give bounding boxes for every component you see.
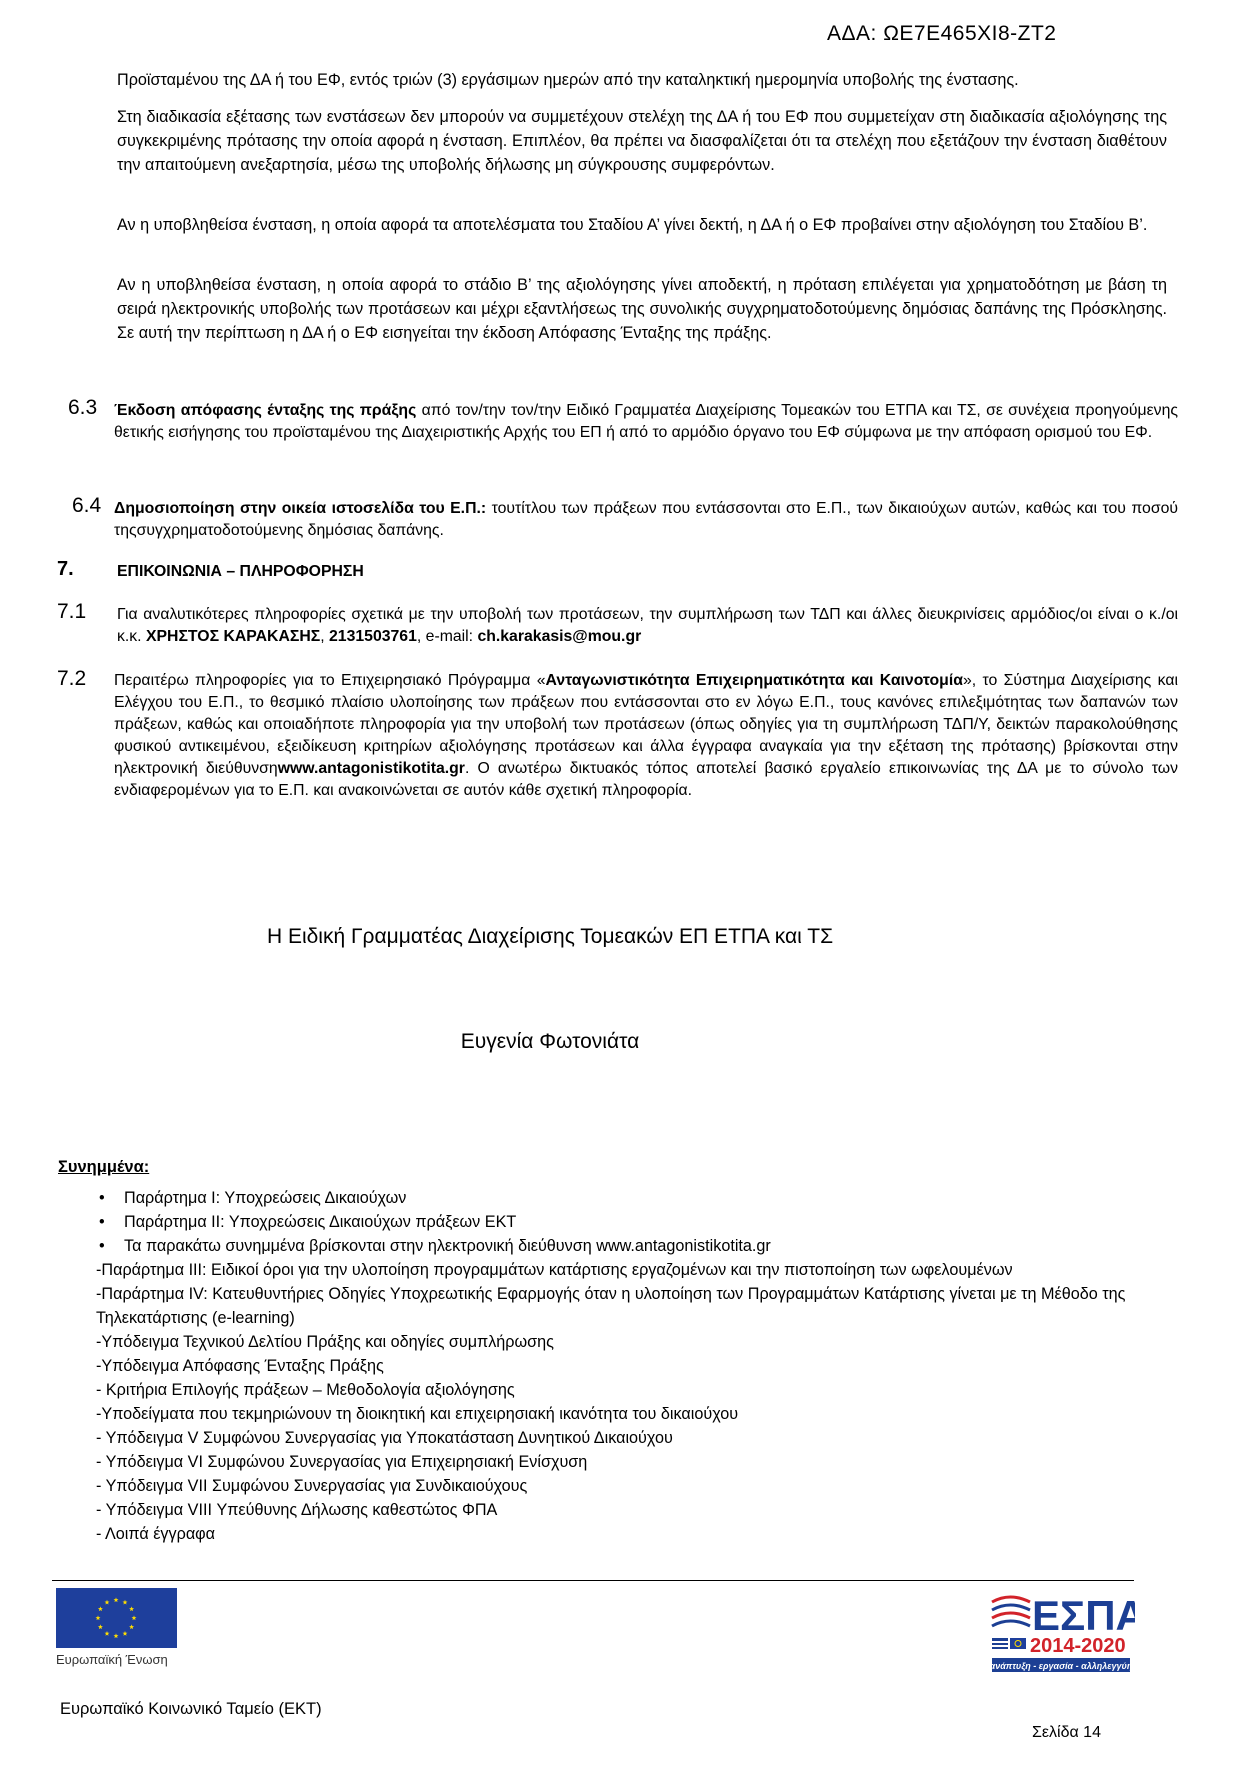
- list-item: - Υπόδειγμα VI Συμφώνου Συνεργασίας για Επιχειρησιακή Ενίσχυση: [96, 1453, 588, 1471]
- list-item: - Λοιπά έγγραφα: [96, 1525, 216, 1543]
- espa-title: ΕΣΠΑ: [1032, 1592, 1135, 1639]
- contact-phone: 2131503761: [329, 628, 417, 645]
- star-icon: [114, 1633, 119, 1638]
- eu-caption: Ευρωπαϊκή Ένωση: [56, 1652, 168, 1667]
- star-icon: [96, 1615, 101, 1620]
- ada-code: ΑΔΑ: ΩΕ7Ε465ΧΙ8-ΖΤ2: [827, 22, 1057, 45]
- paragraph: Στη διαδικασία εξέτασης των ενστάσεων δεν μπορούν να συμμετέχουν στελέχη της ΔΑ ή του ΕΦ που συμμετείχαν στη διαδικασία αξιολόγησης της συγκεκριμένης πρότασης την οποία αφορά η ένσταση. Επιπλέον, θα πρέπει να διασφαλίζεται ότι τα στελέχη που εξετάζουν την ένσταση διαθέτουν την απαιτούμενη ανεξαρτησία, μέσω της υποβολής δήλωσης μη σύγκρουσης συμφερόντων.: [117, 108, 1167, 174]
- star-icon: [98, 1606, 103, 1611]
- attachments-list: [96, 1186, 1196, 1546]
- list-item: -Υποδείγματα που τεκμηριώνουν τη διοικητική και επιχειρησιακή ικανότητα του δικαιούχου: [96, 1405, 739, 1423]
- star-icon: [105, 1600, 110, 1605]
- star-icon: [114, 1597, 119, 1602]
- section-number: 7.: [57, 558, 74, 580]
- contact-name: ΧΡΗΣΤΟΣ ΚΑΡΑΚΑΣΗΣ: [145, 628, 321, 645]
- list-item: • Τα παρακάτω συνημμένα βρίσκονται στην ηλεκτρονική διεύθυνση www.antagonistikotita.gr: [96, 1234, 1196, 1258]
- section-7-2-text: Περαιτέρω πληροφορίες για το Επιχειρησιακό Πρόγραμμα «Ανταγωνιστικότητα Επιχειρηματικότητα και Καινοτομία», το Σύστημα Διαχείρισης και Ελέγχου του Ε.Π., το θεσμικό πλαίσιο υλοποίησης των πράξεων που εντάσσονται στο εν λόγω Ε.Π., τους κανόνες επιλεξιμότητας των δαπανών των πράξεων, καθώς και οποιαδήποτε πληροφορία για την υποβολή των προτάσεων (όπως οδηγίες για τη συμπλήρωση ΤΔΠ/Υ, δεικτών παρακολούθησης φυσικού αντικειμένου, εξειδίκευση κριτηρίων αξιολόγησης προτάσεων και άλλα έγγραφα αναγκαία για την εξέταση της πρότασης) βρίσκονται στην ηλεκτρονική διεύθυνσηwww.antagonistikotita.gr. Ο ανωτέρω δικτυακός τόπος αποτελεί βασικό εργαλείο επικοινωνίας της ΔΑ με το σύνολο των ενδιαφερομένων για το Ε.Π. και ανακοινώνεται σε αυτόν κάθε σχετική πληροφορία.: [114, 672, 1178, 799]
- espa-logo: [990, 1580, 1135, 1676]
- signature-role: Η Ειδική Γραμματέας Διαχείρισης Τομεακών ΕΠ ΕΤΠΑ και ΤΣ: [266, 925, 834, 948]
- website-link[interactable]: www.antagonistikotita.gr: [277, 760, 465, 777]
- star-icon: [132, 1615, 137, 1620]
- greek-flag-icon: [992, 1638, 1008, 1649]
- eu-flag-logo: [56, 1588, 177, 1648]
- section-6-4-text: [114, 498, 1178, 542]
- espa-years: 2014-2020: [1030, 1635, 1126, 1657]
- paragraph: Αν η υποβληθείσα ένσταση, η οποία αφορά τα αποτελέσματα του Σταδίου Α’ γίνει δεκτή, η ΔΑ ή ο ΕΦ προβαίνει στην αξιολόγηση του Σταδίου Β’.: [117, 216, 1148, 234]
- star-icon: [123, 1631, 128, 1636]
- fund-name: Ευρωπαϊκό Κοινωνικό Ταμείο (ΕΚΤ): [60, 1700, 322, 1718]
- star-icon: [129, 1606, 134, 1611]
- section-heading: Δημοσιοποίηση στην οικεία ιστοσελίδα του Ε.Π.:: [114, 500, 487, 517]
- attachments-title: Συνημμένα:: [58, 1158, 150, 1176]
- section-body: τουτίτλου των πράξεων που εντάσσονται στο Ε.Π., των δικαιούχων αυτών, καθώς και του ποσού τηςσυγχρηματοδοτούμενης δημόσιας δαπάνης.: [114, 500, 1178, 539]
- star-icon: [105, 1631, 110, 1636]
- section-number: 7.2: [57, 667, 87, 690]
- paragraph: Αν η υποβληθείσα ένσταση, η οποία αφορά το στάδιο Β’ της αξιολόγησης γίνει αποδεκτή, η πρόταση επιλέγεται για χρηματοδότηση με βάση τη σειρά ηλεκτρονικής υποβολής των προτάσεων και μέχρι εξαντλήσεως της συνολικής συγχρηματοδοτούμενης δημόσιας δαπάνης της Πρόσκλησης. Σε αυτή την περίπτωση η ΔΑ ή ο ΕΦ εισηγείται την έκδοση Απόφασης Ένταξης της πράξης.: [117, 276, 1167, 342]
- section-number: 6.4: [72, 494, 102, 517]
- list-item: • Παράρτημα ΙΙ: Υποχρεώσεις Δικαιούχων πράξεων ΕΚΤ: [96, 1210, 1196, 1234]
- list-item: -Υπόδειγμα Τεχνικού Δελτίου Πράξης και οδηγίες συμπλήρωσης: [96, 1333, 554, 1351]
- list-item: • Παράρτημα Ι: Υποχρεώσεις Δικαιούχων: [96, 1186, 1196, 1210]
- list-item: -Παράρτημα ΙΙΙ: Ειδικοί όροι για την υλοποίηση προγραμμάτων κατάρτισης εργαζομένων και την πιστοποίηση των ωφελουμένων: [96, 1261, 1013, 1279]
- section-number: 7.1: [57, 600, 87, 623]
- paragraph: Προϊσταμένου της ΔΑ ή του ΕΦ, εντός τριών (3) εργάσιμων ημερών από την καταληκτική ημερομηνία υποβολής της ένστασης.: [117, 71, 1019, 89]
- list-item: - Κριτήρια Επιλογής πράξεων – Μεθοδολογία αξιολόγησης: [96, 1381, 515, 1399]
- list-item: -Παράρτημα IV: Κατευθυντήριες Οδηγίες Υποχρεωτικής Εφαρμογής όταν η υλοποίηση των Προγραμμάτων Κατάρτισης γίνεται με τη Μέθοδο της Τηλεκατάρτισης (e-learning): [96, 1285, 1126, 1327]
- section-7-1-text: Για αναλυτικότερες πληροφορίες σχετικά με την υποβολή των προτάσεων, την συμπλήρωση των ΤΔΠ και άλλες διευκρινίσεις αρμόδιος/οι είναι ο κ./οι κ.κ. ΧΡΗΣΤΟΣ ΚΑΡΑΚΑΣΗΣ, 2131503761, e-mail: ch.karakasis@mou.gr: [117, 606, 1178, 645]
- list-item: - Υπόδειγμα VIII Υπεύθυνης Δήλωσης καθεστώτος ΦΠΑ: [96, 1501, 498, 1519]
- list-item: - Υπόδειγμα VII Συμφώνου Συνεργασίας για Συνδικαιούχους: [96, 1477, 528, 1495]
- program-name: Ανταγωνιστικότητα Επιχειρηματικότητα και Καινοτομία: [545, 672, 963, 689]
- espa-swoosh-icon: [992, 1597, 1030, 1626]
- signature-name: Ευγενία Φωτονιάτα: [460, 1030, 640, 1053]
- section-title: ΕΠΙΚΟΙΝΩΝΙΑ – ΠΛΗΡΟΦΟΡΗΣΗ: [117, 563, 364, 580]
- star-icon: [123, 1600, 128, 1605]
- list-item: -Υπόδειγμα Απόφασης Ένταξης Πράξης: [96, 1357, 384, 1375]
- page-number: Σελίδα 14: [1032, 1724, 1101, 1741]
- eu-stars-icon: [56, 1588, 177, 1648]
- star-icon: [129, 1624, 134, 1629]
- star-icon: [98, 1624, 103, 1629]
- footer-divider: [52, 1580, 1134, 1581]
- section-6-3-text: [114, 400, 1178, 444]
- section-number: 6.3: [68, 396, 98, 419]
- section-heading: Έκδοση απόφασης ένταξης της πράξης: [114, 402, 417, 419]
- contact-email[interactable]: ch.karakasis@mou.gr: [477, 628, 642, 645]
- section-body: από τον/την τον/την Ειδικό Γραμματέα Διαχείρισης Τομεακών του ΕΤΠΑ και ΤΣ, σε συνέχεια προηγούμενης θετικής εισήγησης του προϊσταμένου της Διαχειριστικής Αρχής του ΕΠ ή από το αρμόδιο όργανο του ΕΦ σύμφωνα με την απόφαση ορισμού του ΕΦ.: [114, 402, 1178, 441]
- list-item: - Υπόδειγμα V Συμφώνου Συνεργασίας για Υποκατάσταση Δυνητικού Δικαιούχου: [96, 1429, 673, 1447]
- eu-mini-flag-icon: [1010, 1638, 1026, 1649]
- espa-motto: ανάπτυξη - εργασία - αλληλεγγύη: [990, 1661, 1133, 1671]
